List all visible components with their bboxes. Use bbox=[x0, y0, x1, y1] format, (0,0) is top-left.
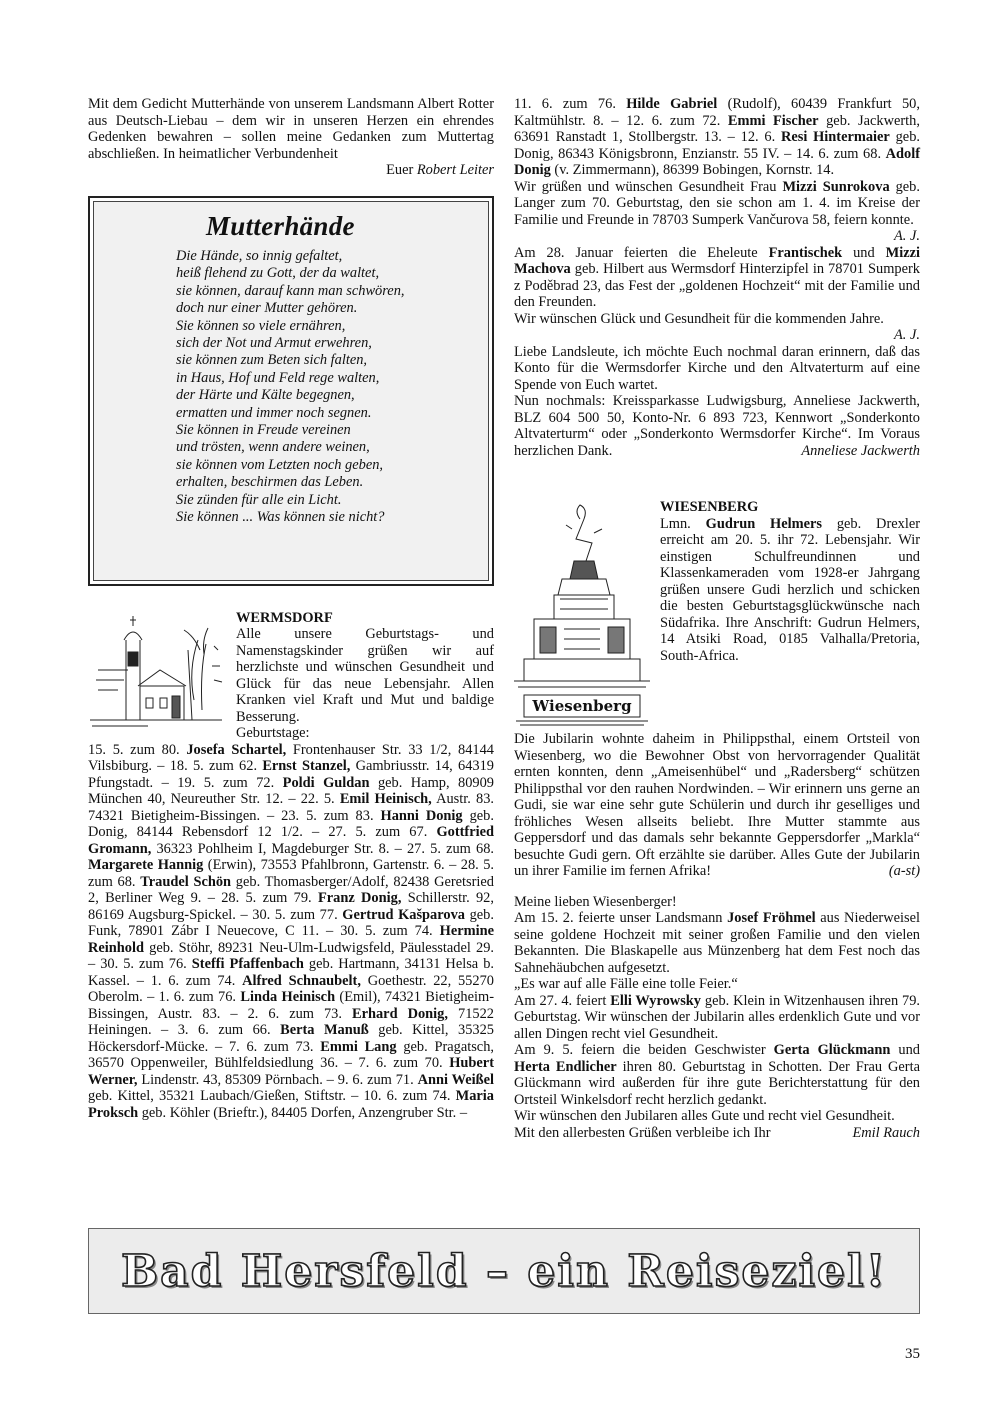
text: Lindenstr. 43, 85309 Pörnbach. – 9. 6. zum 71. bbox=[141, 1071, 414, 1088]
person-name: Margarete Hannig bbox=[88, 857, 204, 873]
text: geb. Langer zum 70. Geburtstag, den sie schon am 1. 4. im Kreise der Familie und Freunde in 78703 Sumperk Vančurova 58, feiern konnte. bbox=[514, 178, 920, 228]
text: 36323 Pohlheim I, Magdeburger Str. 8. – 27. 5. zum 68. bbox=[156, 840, 494, 857]
person-name: Gerta Glückmann bbox=[773, 1042, 891, 1058]
text: geb. Thomasberger/Adolf, 82438 Geretsried 2, Berliner Weg 9. – 28. 5. zum 79. bbox=[88, 873, 495, 906]
closing-wishes: Wir wünschen den Jubilaren alles Gute und recht viel Gesundheit. bbox=[514, 1108, 895, 1124]
poem-line: Sie können ... Was können sie nicht? bbox=[176, 509, 385, 526]
person-name: Mizzi Sunrokova bbox=[782, 178, 890, 195]
signature-name: Anneliese Jackwerth bbox=[801, 442, 920, 459]
text: 71522 Heiningen. – 3. 6. zum 66. bbox=[88, 1005, 494, 1038]
person-name: Erhard Donig, bbox=[352, 1005, 448, 1022]
text: geb. Hamp, 80909 München 40, Neureuther Str. 12. – 22. 5. bbox=[88, 774, 494, 807]
person-name: Mizzi Machova bbox=[514, 244, 920, 277]
text: und bbox=[898, 1042, 920, 1058]
person-name: Gudrun Helmers bbox=[705, 515, 822, 532]
text: Frontenhauser Str. 33 1/2, 84144 Vilsbiburg. – 18. 5. zum 62. bbox=[88, 741, 494, 774]
poem-line: und trösten, wenn andere weinen, bbox=[176, 439, 370, 456]
poem-line: sie können, darauf kann man schwören, bbox=[176, 282, 405, 299]
text: geb. Funk, 78901 Zábr I Neuecove, C 11. – 30. 5. zum 74. bbox=[88, 906, 494, 939]
wermsdorf-heading: WERMSDORF bbox=[236, 609, 333, 626]
sunrokova-paragraph bbox=[514, 179, 920, 229]
poem-line: ermatten und immer noch segnen. bbox=[176, 404, 372, 421]
account-paragraph bbox=[514, 393, 920, 459]
text: aus Niederweisel seine goldene Hochzeit mit seiner großen Familie und den vielen Bekannten. Die Blaskapelle aus Münzenberg hat dem Fest noch das Sahnehäubchen aufgesetzt. bbox=[514, 910, 920, 976]
person-name: Frantischek bbox=[768, 244, 843, 261]
person-name: Josef Fröhmel bbox=[727, 910, 816, 926]
text: geb. Köhler (Brieftr.), 84405 Dorfen, Anzengruber Str. – bbox=[141, 1104, 468, 1121]
machova-paragraph bbox=[514, 245, 920, 311]
right-column bbox=[514, 96, 920, 1141]
wyrowsky-paragraph bbox=[514, 993, 920, 1043]
quote-line: „Es war auf alle Fälle eine tolle Feier.“ bbox=[514, 976, 738, 992]
signature-name: (a-st) bbox=[888, 863, 920, 879]
travel-banner bbox=[88, 1228, 920, 1314]
left-column bbox=[88, 96, 494, 1121]
text: Schillerstr. 92, 86169 Augsburg-Spickel. – 30. 5. zum 77. bbox=[88, 890, 494, 923]
poem-line: in Haus, Hof und Feld rege walten, bbox=[176, 369, 380, 386]
text: Am 9. 5. feiern die beiden Geschwister bbox=[514, 1042, 766, 1058]
monument-caption: Wiesenberg bbox=[532, 697, 632, 715]
poem-title: Mutterhände bbox=[206, 210, 355, 241]
wermsdorf-birthdays bbox=[88, 742, 494, 1122]
text: (Erwin), 73553 Pfahlbronn, Gartenstr. 6. – 28. 5. zum 68. bbox=[88, 857, 494, 890]
person-name: Hanni Donig bbox=[380, 807, 463, 824]
birthdays-label: Geburtstage: bbox=[236, 725, 310, 741]
poem-line: sie können zum Beten sich falten, bbox=[176, 352, 368, 369]
text: geb. Hartmann, 34131 Helsa b. Kassel. – 1. 6. zum 74. bbox=[88, 956, 494, 989]
person-name: Franz Donig, bbox=[317, 890, 402, 906]
text: geb. Stöhr, 89231 Neu-Ulm-Ludwigsfeld, Päulesstadel 29. – 30. 5. zum 76. bbox=[88, 939, 494, 972]
page-number: 35 bbox=[905, 1346, 920, 1362]
glueckmann-paragraph bbox=[514, 1042, 920, 1108]
person-name: Ernst Stanzel, bbox=[262, 758, 351, 774]
text: Wir grüßen und wünschen Gesundheit Frau bbox=[514, 178, 777, 195]
intro-signature bbox=[88, 162, 494, 179]
philippsthal-paragraph bbox=[514, 731, 920, 880]
text: Gambriusstr. 14, 64319 Pfungstadt. – 19. 5. zum 72. bbox=[88, 758, 494, 791]
person-name: Resi Hintermaier bbox=[780, 129, 890, 145]
wiesenberg-block bbox=[514, 499, 920, 731]
text: Austr. 83. 74321 Bietigheim-Bissingen. – 23. 5. zum 83. bbox=[88, 791, 494, 824]
text: 11. 6. zum 76. bbox=[514, 96, 616, 112]
closing-signature bbox=[514, 1125, 920, 1142]
text: (Rudolf), 60439 Frankfurt 50, Kaltmühlstr. 8. – 12. 6. zum 72. bbox=[514, 96, 920, 129]
text: und bbox=[853, 244, 875, 261]
text: geb. Donig, 86343 Königsbronn, Enzianstr. 55 IV. – 14. 6. zum 68. bbox=[514, 129, 920, 162]
person-name: Poldi Guldan bbox=[282, 774, 370, 791]
poem-line: Sie können in Freude vereinen bbox=[176, 422, 351, 439]
person-name: Herta Endlicher bbox=[514, 1058, 617, 1075]
person-name: Steffi Pfaffenbach bbox=[191, 956, 304, 972]
text: geb. Donig, 84144 Rebensdorf 12 1/2. – 27. 5. zum 67. bbox=[88, 807, 494, 840]
person-name: Maria Proksch bbox=[88, 1088, 494, 1121]
wiesenberg-heading: WIESENBERG bbox=[660, 499, 759, 515]
wermsdorf-intro: Alle unsere Geburtstags- und Namenstagskinder grüßen wir auf herzlichste und wünschen Gesundheit und Glück für das neue Lebensjahr. Allen Kranken viel Kraft und Mut und baldige Besserung. bbox=[236, 626, 494, 725]
poem-inner bbox=[93, 201, 489, 581]
person-name: Gottfried Gromann, bbox=[88, 824, 494, 857]
text: Lmn. bbox=[660, 515, 691, 532]
poem-line: sie können vom Letzten noch geben, bbox=[176, 456, 384, 473]
poem-line: Sie können so viele ernähren, bbox=[176, 317, 346, 334]
poem-line: Sie zünden für alle ein Licht. bbox=[176, 491, 342, 508]
letter-greeting: Meine lieben Wiesenberger! bbox=[514, 893, 677, 910]
intro-paragraph: Mit dem Gedicht Mutterhände von unserem Landsmann Albert Rotter aus Deutsch-Liebau – dem wir in unseren Herzen ein ehrendes Gedenken bewahren – sollen meine Gedanken zum Muttertag abschließen. In heimatlicher Verbundenheit bbox=[88, 96, 494, 162]
text: geb. Kittel, 35325 Höckersdorf-Mücke. – 7. 6. zum 73. bbox=[88, 1022, 495, 1055]
monument-illustration bbox=[514, 499, 650, 731]
text: geb. Klein in Witzenhausen ihren 79. Geburtstag. Wir wünschen der Jubilarin alles erdenklich Gute und vor allen Dingen recht viel Gesundheit. bbox=[514, 992, 920, 1042]
signature-prefix: Euer bbox=[386, 162, 414, 178]
text: geb. Drexler erreicht am 20. 5. ihr 72. Lebensjahr. Wir einstigen Schulfreundinnen und Klassenkameraden vom 1928-er Jahrgang grüßen unsere Gudi herzlich und schicken die besten Geburtstagsglückwünsche nach Südafrika. Ihre Anschrift: Gudrun Helmers, 14 Atsiki Road, 0185 Valhalla/Pretoria, South-Africa. bbox=[660, 515, 920, 664]
donation-paragraph: Liebe Landsleute, ich möchte Euch nochmal daran erinnern, daß das Konto für die Wermsdorfer Kirche und den Altvaterturm auf eine Spende von Euch wartet. bbox=[514, 343, 920, 393]
initials-signature bbox=[514, 327, 920, 344]
person-name: Adolf Donig bbox=[514, 145, 920, 178]
person-name: Linda Heinisch bbox=[240, 989, 336, 1005]
initials: A. J. bbox=[894, 327, 920, 343]
text: Nun nochmals: Kreissparkasse Ludwigsburg, Anneliese Jackwerth, BLZ 604 500 50, Konto-Nr. 6 893 723, Kennwort „Sonderkonto Altvaterturm“ oder „Sonderkonto Wermsdorfer Kirche“. Im Voraus herzlichen Dank. bbox=[514, 393, 920, 459]
text: Goethestr. 22, 55270 Oberolm. – 1. 6. zum 76. bbox=[88, 972, 494, 1005]
initials: A. J. bbox=[894, 228, 920, 244]
person-name: Josefa Schartel, bbox=[186, 741, 287, 758]
text: ihren 80. Geburtstag in Schotten. Der Frau Gerta Glückmann wird außerden für ihre gute Berichterstattung für den Ortsteil Winkelsdorf recht herzlich gedankt. bbox=[514, 1058, 920, 1108]
poem-line: sich der Not und Armut erwehren, bbox=[176, 335, 372, 352]
text: Am 15. 2. feierte unser Landsmann bbox=[514, 910, 723, 926]
wishes-paragraph: Wir wünschen Glück und Gesundheit für die kommenden Jahre. bbox=[514, 310, 884, 327]
person-name: Emmi Lang bbox=[320, 1038, 397, 1055]
poem-line: heiß flehend zu Gott, der da waltet, bbox=[176, 265, 380, 282]
person-name: Emmi Fischer bbox=[727, 112, 819, 129]
helmers-paragraph bbox=[660, 516, 920, 665]
person-name: Hubert Werner, bbox=[88, 1055, 494, 1088]
poem-line: der Härte und Kälte begegnen, bbox=[176, 387, 355, 404]
text: Am 28. Januar feierten die Eheleute bbox=[514, 244, 758, 261]
person-name: Hermine Reinhold bbox=[88, 923, 494, 956]
person-name: Hilde Gabriel bbox=[626, 96, 718, 112]
church-illustration bbox=[88, 610, 226, 732]
text: geb. Hilbert aus Wermsdorf Hinterzipfel in 78701 Sumperk z Poděbrad 23, das Fest der „goldenen Hochzeit“ mit der Familie und den Freunden. bbox=[514, 261, 920, 310]
text: (v. Zimmermann), 86399 Bobingen, Kornstr. 14. bbox=[554, 162, 835, 178]
text: Mit den allerbesten Grüßen verbleibe ich Ihr bbox=[514, 1124, 771, 1141]
text: 15. 5. zum 80. bbox=[88, 741, 180, 758]
birthdays-continued bbox=[514, 96, 920, 179]
poem-line: doch nur einer Mutter gehören. bbox=[176, 300, 358, 317]
initials-signature bbox=[514, 228, 920, 245]
poem-line: erhalten, beschirmen das Leben. bbox=[176, 474, 364, 491]
text: Die Jubilarin wohnte daheim in Philippsthal, einem Ortsteil von Wiesenberg, wo die Bewohner Obst von hervorragender Qualität ernten konnten, denn „Ameisenhübel“ und „Radersberg“ schützen Philippsthal vor den rauhen Nordwinden. – Wir erinnern uns gerne an Gudi, sie war eine sehr gute Schülerin und durch ihr geselliges und fröhliches Wesen allseits beliebt. Ihre Mutter stammte aus Geppersdorf und das damals sehr bekannte Geppersdorfer „Markla“ besuchte Gudi gern. Oft erzählte sie darüber. Alles Gute der Jubilarin un ihrer Familie im fernen Afrika! bbox=[514, 731, 920, 879]
person-name: Elli Wyrowsky bbox=[610, 992, 701, 1009]
person-name: Alfred Schnaubelt, bbox=[242, 972, 361, 989]
wermsdorf-intro-block bbox=[88, 610, 494, 742]
signature-name: Emil Rauch bbox=[852, 1124, 920, 1141]
banner-text: Bad Hersfeld – ein Reiseziel! bbox=[120, 1245, 888, 1297]
person-name: Anni Weißel bbox=[417, 1071, 494, 1088]
person-name: Gertrud Kašparova bbox=[342, 906, 465, 923]
poem-box bbox=[88, 196, 494, 586]
text: geb. Pragatsch, 36570 Oppenweiler, Bühlfeldsiedlung 36. – 7. 6. zum 70. bbox=[88, 1038, 494, 1071]
poem-line: Die Hände, so innig gefaltet, bbox=[176, 248, 343, 264]
text: Am 27. 4. feiert bbox=[514, 992, 607, 1009]
text: (Emil), 74321 Bietigheim-Bissingen, Austr. 83. – 2. 6. zum 73. bbox=[88, 989, 494, 1022]
person-name: Emil Heinisch, bbox=[339, 791, 432, 807]
text: geb. Jackwerth, 63691 Ranstadt 1, Stollbergstr. 13. – 12. 6. bbox=[514, 112, 920, 145]
signature-name: Robert Leiter bbox=[416, 162, 494, 178]
person-name: Berta Manuß bbox=[280, 1022, 369, 1038]
froehmel-paragraph bbox=[514, 910, 920, 976]
person-name: Traudel Schön bbox=[140, 873, 232, 890]
text: geb. Kittel, 35321 Laubach/Gießen, Stiftstr. – 10. 6. zum 74. bbox=[88, 1088, 451, 1104]
